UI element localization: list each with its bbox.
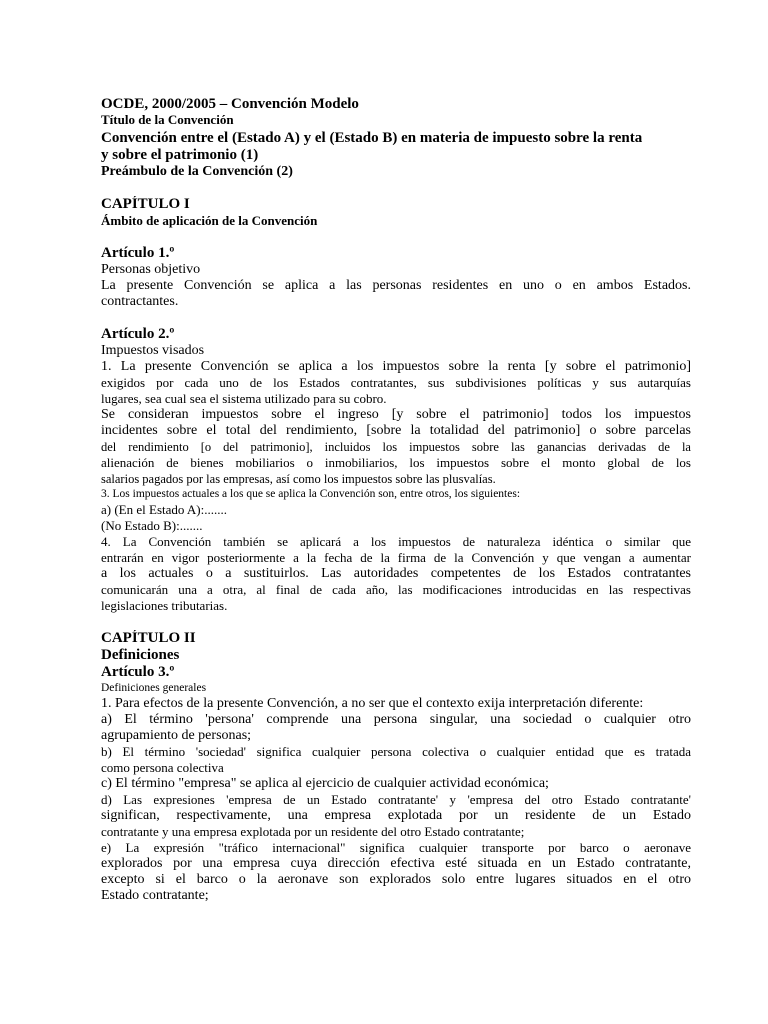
article-2-line: (No Estado B):....... [101,518,203,533]
article-2-line: lugares, sea cual sea el sistema utilizado para su cobro. [101,391,387,406]
article-3-line: 1. Para efectos de la presente Convención, a no ser que el contexto exija interpretación diferente: [101,696,644,711]
article-2-line: legislaciones tributarias. [101,598,228,613]
article-2-line: alienación de bienes mobiliarios o inmobiliarios, los impuestos sobre el monto global de los [101,455,691,470]
article-2-line: salarios pagados por las empresas, así como los impuestos sobre las plusvalías. [101,472,496,486]
article-2-line: 1. La presente Convención se aplica a los impuestos sobre la renta [y sobre el patrimonio] [101,359,691,374]
preamble-heading: Preámbulo de la Convención (2) [101,164,293,179]
article-3-line: e) La expresión "tráfico internacional" significa cualquier transporte por barco o aeronave [101,840,691,855]
article-3-subtitle: Definiciones generales [101,682,207,694]
document-body [101,96,691,904]
article-2-line: comunicarán una a otra, al final de cada año, las modificaciones introducidas en las respectivas [101,582,691,597]
article-3-line: agrupamiento de personas; [101,728,252,743]
chapter-1-subtitle: Ámbito de aplicación de la Convención [101,213,318,228]
article-3-heading: Artículo 3.º [101,664,175,680]
article-3-line: significan, respectivamente, una empresa explotada por un residente de un Estado [101,808,691,823]
article-1-line: contractantes. [101,294,179,309]
doc-source-line: OCDE, 2000/2005 – Convención Modelo [101,96,359,112]
article-3-line: d) Las expresiones 'empresa de un Estado contratante' y 'empresa del otro Estado contratante' [101,792,691,807]
article-1-subtitle: Personas objetivo [101,262,201,277]
article-2-subtitle: Impuestos visados [101,343,205,358]
article-3-line: como persona colectiva [101,760,224,775]
article-1-heading: Artículo 1.º [101,245,175,261]
doc-title-label: Título de la Convención [101,113,234,127]
doc-title-line-1: Convención entre el (Estado A) y el (Estado B) en materia de impuesto sobre la renta [101,130,643,146]
article-2-heading: Artículo 2.º [101,326,175,342]
article-3-line: explorados por una empresa cuya dirección efectiva esté situada en un Estado contratante, [101,856,691,871]
article-2-line: exigidos por cada uno de los Estados contratantes, sus subdivisiones políticas y sus autarquías [101,375,691,390]
article-3-line: a) El término 'persona' comprende una persona singular, una sociedad o cualquier otro [101,712,691,727]
chapter-1-heading: CAPÍTULO I [101,196,190,212]
article-3-line: contratante y una empresa explotada por un residente del otro Estado contratante; [101,824,525,839]
chapter-2-subtitle: Definiciones [101,647,180,663]
doc-title-line-2: y sobre el patrimonio (1) [101,147,259,163]
article-1-line: La presente Convención se aplica a las personas residentes en uno o en ambos Estados. [101,278,691,293]
article-2-line: 4. La Convención también se aplicará a los impuestos de naturaleza idéntica o similar que [101,534,691,549]
article-2-line: incidentes sobre el total del rendimiento, [sobre la totalidad del patrimonio] o sobre parcelas [101,423,691,438]
article-2-line: a los actuales o a sustituirlos. Las autoridades competentes de los Estados contratantes [101,566,691,581]
article-2-line: 3. Los impuestos actuales a los que se aplica la Convención son, entre otros, los siguientes: [101,488,521,500]
chapter-2-heading: CAPÍTULO II [101,630,196,646]
article-3-line: excepto si el barco o la aeronave son explorados solo entre lugares situados en el otro [101,872,691,887]
article-2-line: entrarán en vigor posteriormente a la fecha de la firma de la Convención y que vengan a aumentar [101,550,691,565]
article-2-line: Se consideran impuestos sobre el ingreso [y sobre el patrimonio] todos los impuestos [101,407,691,422]
article-3-line: c) El término "empresa" se aplica al ejercicio de cualquier actividad económica; [101,776,549,791]
article-3-line: b) El término 'sociedad' significa cualquier persona colectiva o cualquier entidad que es tratada [101,744,691,759]
article-3-line: Estado contratante; [101,888,209,903]
article-2-line: a) (En el Estado A):....... [101,502,227,517]
article-2-line: del rendimiento [o del patrimonio], incluidos los impuestos sobre las ganancias derivadas de la [101,440,691,454]
